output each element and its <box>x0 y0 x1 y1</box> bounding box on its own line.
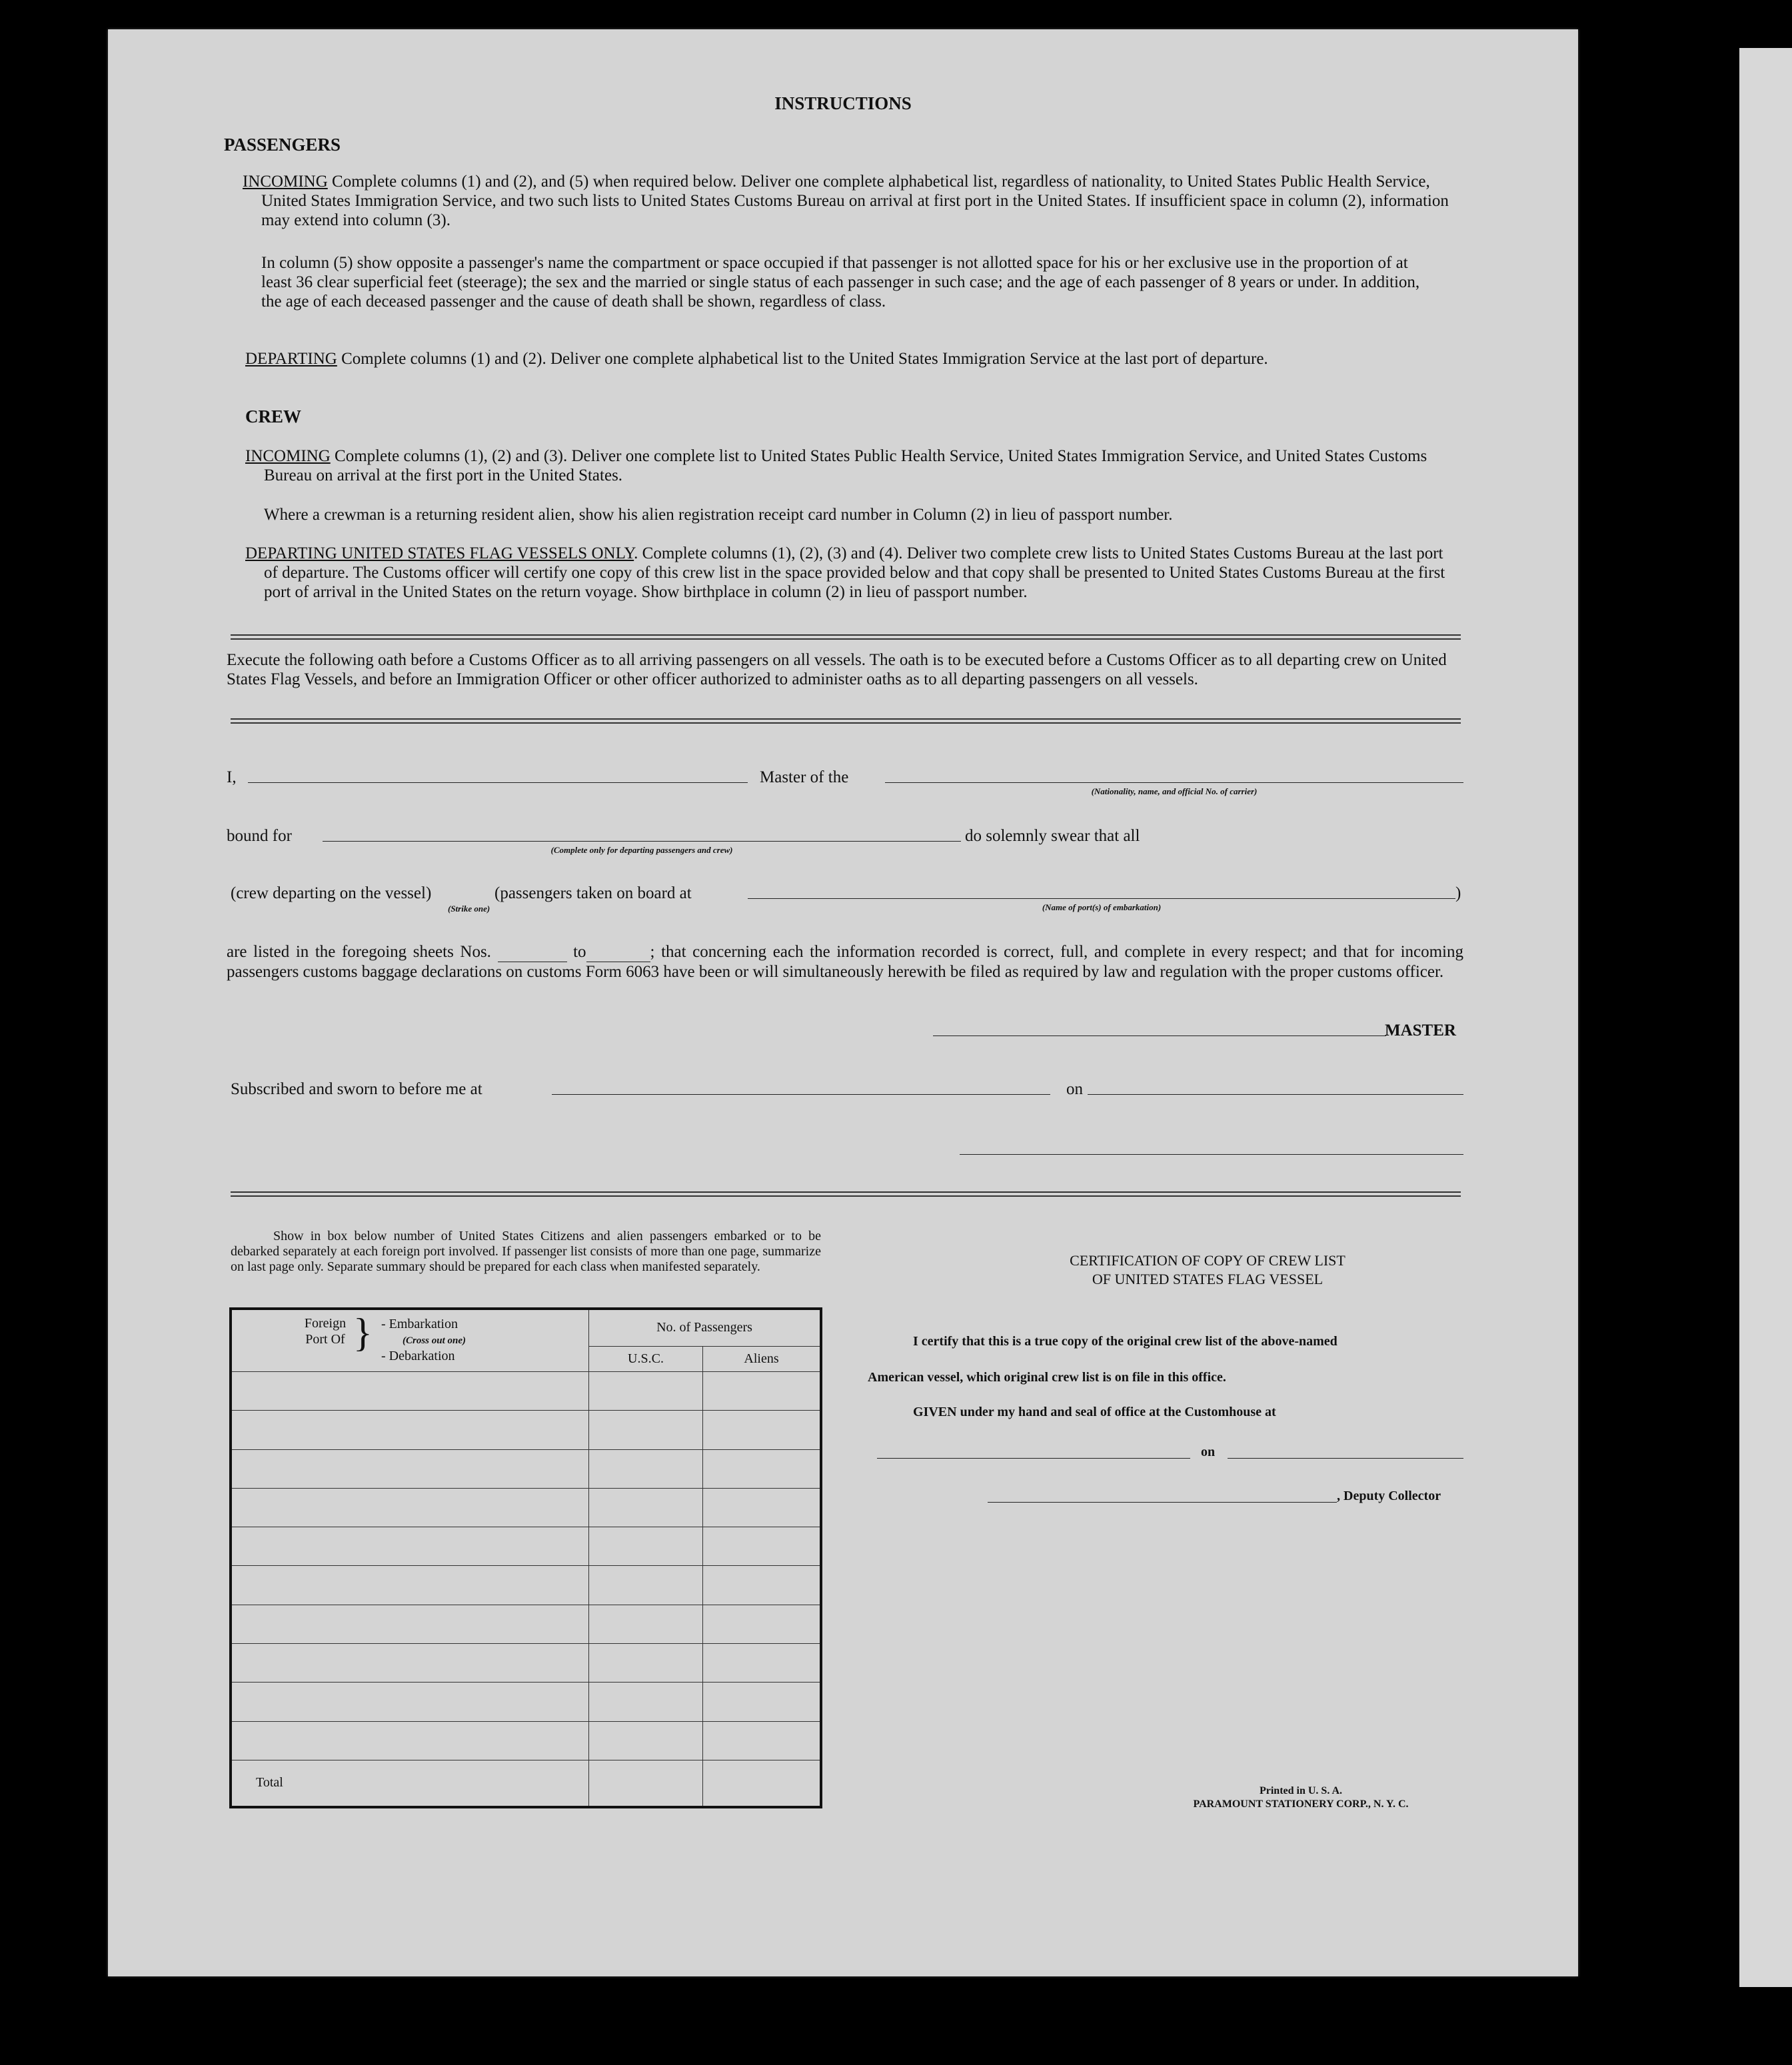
usc-cell[interactable] <box>589 1488 703 1527</box>
passengers-column5-paragraph: In column (5) show opposite a passenger's name the compartment or space occupied if that passenger is not allotted space for his or her exclusive use in the proportion of at least 36 clear superficial feet (steerage); the sex and the married or single status of each passenger in such case; and the age of each passenger of 8 years or under. In addition, the age of each deceased passenger and the cause of death shall be shown, regardless of class. <box>261 254 1420 311</box>
crew-incoming-label: INCOMING <box>245 447 331 465</box>
bound-for-label: bound for <box>227 827 292 845</box>
summary-note: Show in box below number of United States Citizens and alien passengers embarked or to be debarked separately at each foreign port involved. If passenger list consists of more than one page, summarize on last page only. Separate summary should be prepared for each class when manifested separately. <box>231 1229 821 1274</box>
usc-cell[interactable] <box>589 1566 703 1605</box>
subscribed-label: Subscribed and sworn to before me at <box>231 1080 482 1098</box>
passenger-summary-table <box>229 1307 822 1808</box>
table-row <box>231 1683 821 1721</box>
aliens-cell[interactable] <box>703 1372 822 1411</box>
aliens-cell[interactable] <box>703 1527 822 1566</box>
crew-departing-option[interactable]: (crew departing on the vessel) <box>231 884 432 902</box>
adjacent-page-edge <box>1739 48 1792 1987</box>
aliens-cell[interactable] <box>703 1683 822 1721</box>
divider-1 <box>231 634 1461 640</box>
crew-departing-text: . Complete columns (1), (2), (3) and (4). Deliver two complete crew lists to United States Customs Bureau at the last port of departure. The Customs officer will certify one copy of this crew list in the space provided below and that copy shall be presented to United States Customs Bureau at the first port of arrival in the United States on the return voyage. Show birthplace in column (2) in lieu of passport number. <box>264 544 1445 601</box>
divider-3 <box>231 1191 1461 1197</box>
table-row <box>231 1566 821 1605</box>
aliens-cell[interactable] <box>703 1411 822 1449</box>
port-cell[interactable] <box>231 1372 589 1411</box>
usc-cell[interactable] <box>589 1372 703 1411</box>
table-row <box>231 1411 821 1449</box>
passengers-header: No. of Passengers <box>589 1309 822 1346</box>
aliens-cell[interactable] <box>703 1488 822 1527</box>
vessel-text: American vessel, which original crew list is on file in this office. <box>868 1370 1226 1385</box>
crew-resident-paragraph: Where a crewman is a returning resident alien, show his alien registration receipt card number in Column (2) in lieu of passport number. <box>264 506 1173 524</box>
master-of-label: Master of the <box>760 768 849 786</box>
customhouse-field[interactable] <box>877 1458 1190 1459</box>
aliens-cell[interactable] <box>703 1449 822 1488</box>
embarkation-port-field[interactable] <box>748 898 1455 899</box>
port-cell[interactable] <box>231 1721 589 1760</box>
brace-icon: } <box>353 1311 373 1355</box>
port-cell[interactable] <box>231 1566 589 1605</box>
printer-name: PARAMOUNT STATIONERY CORP., N. Y. C. <box>1193 1798 1409 1810</box>
carrier-field[interactable] <box>885 782 1463 783</box>
to-label: to <box>573 943 586 961</box>
passengers-incoming-paragraph <box>243 172 1457 230</box>
table-row <box>231 1488 821 1527</box>
divider-2 <box>231 718 1461 724</box>
port-cell[interactable] <box>231 1411 589 1449</box>
total-row <box>231 1760 821 1807</box>
port-cell[interactable] <box>231 1605 589 1643</box>
passengers-heading: PASSENGERS <box>224 135 341 155</box>
usc-cell[interactable] <box>589 1644 703 1683</box>
aliens-cell[interactable] <box>703 1605 822 1643</box>
total-usc-cell[interactable] <box>589 1760 703 1807</box>
total-label: Total <box>231 1760 589 1807</box>
master-signature-field[interactable] <box>933 1035 1386 1036</box>
port-cell[interactable] <box>231 1449 589 1488</box>
total-aliens-cell[interactable] <box>703 1760 822 1807</box>
aliens-cell[interactable] <box>703 1566 822 1605</box>
sworn-date-field[interactable] <box>1088 1094 1463 1095</box>
crew-departing-label: DEPARTING UNITED STATES FLAG VESSELS ONLY <box>245 544 634 562</box>
port-cell[interactable] <box>231 1644 589 1683</box>
certification-date-field[interactable] <box>1228 1458 1463 1459</box>
crew-departing-paragraph <box>245 544 1457 602</box>
table-row <box>231 1372 821 1411</box>
port-cell[interactable] <box>231 1488 589 1527</box>
oath-instruction: Execute the following oath before a Customs Officer as to all arriving passengers on all vessels. The oath is to be executed before a Customs Officer as to all departing crew on United States Flag Vessels, and before an Immigration Officer or other officer authorized to administer oaths as to all departing passengers on all vessels. <box>227 651 1447 688</box>
passengers-departing-label: DEPARTING <box>245 350 337 368</box>
carrier-caption: (Nationality, name, and official No. of carrier) <box>1091 786 1258 796</box>
oath-i-label: I, <box>227 768 237 786</box>
sworn-on-label: on <box>1066 1080 1083 1098</box>
aliens-cell[interactable] <box>703 1644 822 1683</box>
passengers-departing-text: Complete columns (1) and (2). Deliver one complete alphabetical list to the United States Immigration Service at the last port of departure. <box>337 350 1268 368</box>
usc-cell[interactable] <box>589 1411 703 1449</box>
sheets-text: ; that concerning each the information recorded is correct, full, and complete in every respect; and that for incoming passengers customs baggage declarations on customs Form 6063 have been or will simultaneously herewith be filed as required by law and regulation with the proper customs officer. <box>227 943 1464 981</box>
aliens-header: Aliens <box>703 1346 822 1371</box>
given-text: GIVEN under my hand and seal of office at the Customhouse at <box>913 1405 1276 1419</box>
sheets-label: are listed in the foregoing sheets Nos. <box>227 943 491 961</box>
sheet-from-field[interactable] <box>498 942 567 962</box>
crew-incoming-paragraph <box>245 446 1457 485</box>
deputy-signature-field[interactable] <box>988 1502 1337 1503</box>
cross-out-caption: (Cross out one) <box>403 1335 466 1346</box>
usc-cell[interactable] <box>589 1449 703 1488</box>
close-paren: ) <box>1455 884 1461 902</box>
foreign-port-header <box>231 1309 589 1372</box>
strike-caption: (Strike one) <box>448 904 490 914</box>
port-cell[interactable] <box>231 1527 589 1566</box>
table-row <box>231 1605 821 1643</box>
table-row <box>231 1449 821 1488</box>
sheet-to-field[interactable] <box>586 942 650 962</box>
sworn-place-field[interactable] <box>552 1094 1050 1095</box>
master-label: MASTER <box>1385 1022 1456 1039</box>
usc-cell[interactable] <box>589 1605 703 1643</box>
embarkation-caption: (Name of port(s) of embarkation) <box>1042 902 1162 912</box>
passengers-incoming-label: INCOMING <box>243 173 328 191</box>
port-cell[interactable] <box>231 1683 589 1721</box>
crew-heading: CREW <box>245 406 302 426</box>
debarkation-option[interactable]: - Debarkation <box>381 1349 455 1363</box>
passengers-incoming-text: Complete columns (1) and (2), and (5) when required below. Deliver one complete alphabetical list, regardless of nationality, to United States Public Health Service, United States Immigration Service, and two such lists to United States Customs Bureau on arrival at first port in the United States. If insufficient space in column (2), information may extend into column (3). <box>261 173 1449 229</box>
certification-on-label: on <box>1201 1445 1216 1459</box>
form-page <box>108 29 1578 1976</box>
deputy-collector-label: , Deputy Collector <box>1337 1489 1441 1503</box>
bound-for-caption: (Complete only for departing passengers and crew) <box>550 845 733 855</box>
table-row <box>231 1721 821 1760</box>
usc-header: U.S.C. <box>589 1346 703 1371</box>
usc-cell[interactable] <box>589 1683 703 1721</box>
master-name-field[interactable] <box>248 782 748 783</box>
table-row <box>231 1644 821 1683</box>
passengers-departing-paragraph <box>245 349 1457 368</box>
sheets-paragraph <box>227 942 1463 982</box>
embarkation-option[interactable]: - Embarkation <box>381 1317 458 1331</box>
certification-title-line1: CERTIFICATION OF COPY OF CREW LIST <box>1070 1252 1345 1269</box>
table-row <box>231 1527 821 1566</box>
page-title: INSTRUCTIONS <box>774 93 912 113</box>
bound-for-field[interactable] <box>323 841 961 842</box>
certification-title-line2: OF UNITED STATES FLAG VESSEL <box>1092 1271 1324 1287</box>
usc-cell[interactable] <box>589 1721 703 1760</box>
officer-signature-field[interactable] <box>960 1154 1463 1155</box>
foreign-port-label: Foreign Port Of <box>304 1316 347 1347</box>
passengers-taken-option[interactable]: (passengers taken on board at <box>494 884 692 902</box>
printed-in-label: Printed in U. S. A. <box>1259 1785 1342 1796</box>
aliens-cell[interactable] <box>703 1721 822 1760</box>
certify-text: I certify that this is a true copy of the original crew list of the above-named <box>913 1334 1338 1349</box>
crew-incoming-text: Complete columns (1), (2) and (3). Deliver one complete list to United States Public Health Service, United States Immigration Service, and United States Customs Bureau on arrival at the first port in the United States. <box>264 447 1427 484</box>
usc-cell[interactable] <box>589 1527 703 1566</box>
swear-label: do solemnly swear that all <box>965 827 1140 845</box>
